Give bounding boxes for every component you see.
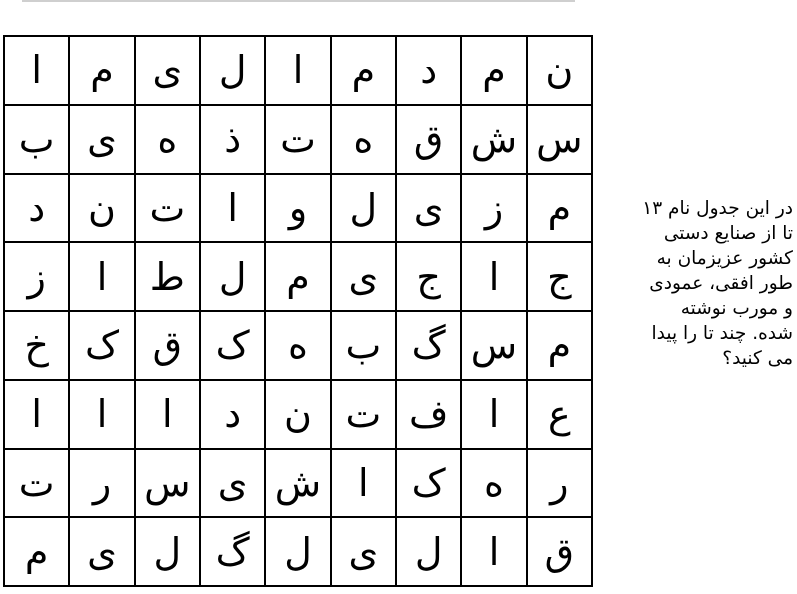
grid-cell[interactable]: ق	[528, 518, 593, 587]
grid-cell[interactable]: ج	[528, 243, 593, 312]
grid-cell[interactable]: ر	[528, 450, 593, 519]
grid-cell[interactable]: گ	[201, 518, 266, 587]
grid-cell[interactable]: ا	[5, 381, 70, 450]
grid-cell[interactable]: ل	[266, 518, 331, 587]
grid-cell[interactable]: ی	[201, 450, 266, 519]
word-search-grid	[3, 35, 593, 587]
puzzle-instructions: در این جدول نام ۱۳ تا از صنایع دستی کشور عزیزمان به طور افقی، عمودی و مورب نوشته شده. چند تا را پیدا می کنید؟	[642, 198, 793, 369]
grid-cell[interactable]: ل	[201, 37, 266, 106]
grid-cell[interactable]: ت	[136, 175, 201, 244]
grid-cell[interactable]: ج	[397, 243, 462, 312]
grid-cell[interactable]: ی	[136, 37, 201, 106]
grid-cell[interactable]: م	[332, 37, 397, 106]
grid-cell[interactable]: ق	[397, 106, 462, 175]
grid-cell[interactable]: ک	[201, 312, 266, 381]
grid-cell[interactable]: ک	[397, 450, 462, 519]
grid-cell[interactable]: ا	[136, 381, 201, 450]
grid-cell[interactable]: ب	[5, 106, 70, 175]
grid-cell[interactable]: س	[136, 450, 201, 519]
grid-cell[interactable]: ی	[70, 106, 135, 175]
grid-cell[interactable]: ف	[397, 381, 462, 450]
grid-cell[interactable]: ه	[266, 312, 331, 381]
grid-cell[interactable]: ع	[528, 381, 593, 450]
grid-cell[interactable]: م	[462, 37, 527, 106]
grid-cell[interactable]: م	[528, 312, 593, 381]
grid-cell[interactable]: ر	[70, 450, 135, 519]
grid-cell[interactable]: ا	[70, 381, 135, 450]
grid-cell[interactable]: س	[528, 106, 593, 175]
grid-cell[interactable]: ا	[201, 175, 266, 244]
grid-cell[interactable]: ل	[332, 175, 397, 244]
grid-cell[interactable]: ز	[462, 175, 527, 244]
grid-cell[interactable]: ا	[332, 450, 397, 519]
grid-cell[interactable]: ه	[332, 106, 397, 175]
grid-cell[interactable]: د	[5, 175, 70, 244]
grid-cell[interactable]: د	[397, 37, 462, 106]
grid-cell[interactable]: ط	[136, 243, 201, 312]
grid-cell[interactable]: ک	[70, 312, 135, 381]
grid-cell[interactable]: گ	[397, 312, 462, 381]
grid-cell[interactable]: خ	[5, 312, 70, 381]
grid-cell[interactable]: م	[5, 518, 70, 587]
grid-cell[interactable]: ش	[266, 450, 331, 519]
grid-cell[interactable]: ت	[332, 381, 397, 450]
grid-cell[interactable]: ذ	[201, 106, 266, 175]
grid-cell[interactable]: ا	[462, 381, 527, 450]
top-divider-line	[22, 0, 575, 2]
grid-cell[interactable]: ل	[397, 518, 462, 587]
grid-cell[interactable]: ب	[332, 312, 397, 381]
grid-cell[interactable]: ن	[266, 381, 331, 450]
grid-cell[interactable]: ه	[462, 450, 527, 519]
grid-cell[interactable]: ن	[528, 37, 593, 106]
grid-cell[interactable]: ل	[201, 243, 266, 312]
grid-cell[interactable]: ا	[70, 243, 135, 312]
grid-cell[interactable]: ا	[462, 518, 527, 587]
grid-cell[interactable]: س	[462, 312, 527, 381]
grid-cell[interactable]: د	[201, 381, 266, 450]
grid-cell[interactable]: ت	[5, 450, 70, 519]
grid-cell[interactable]: ی	[332, 243, 397, 312]
grid-cell[interactable]: ا	[266, 37, 331, 106]
grid-cell[interactable]: ا	[462, 243, 527, 312]
grid-cell[interactable]: ن	[70, 175, 135, 244]
grid-cell[interactable]: ل	[136, 518, 201, 587]
grid-cell[interactable]: م	[70, 37, 135, 106]
grid-cell[interactable]: ی	[70, 518, 135, 587]
grid-cell[interactable]: م	[528, 175, 593, 244]
grid-cell[interactable]: ه	[136, 106, 201, 175]
grid-cell[interactable]: ز	[5, 243, 70, 312]
grid-cell[interactable]: ت	[266, 106, 331, 175]
grid-cell[interactable]: م	[266, 243, 331, 312]
grid-cell[interactable]: ش	[462, 106, 527, 175]
grid-cell[interactable]: ی	[397, 175, 462, 244]
grid-cell[interactable]: ق	[136, 312, 201, 381]
grid-cell[interactable]: ی	[332, 518, 397, 587]
grid-cell[interactable]: ا	[5, 37, 70, 106]
grid-cell[interactable]: و	[266, 175, 331, 244]
